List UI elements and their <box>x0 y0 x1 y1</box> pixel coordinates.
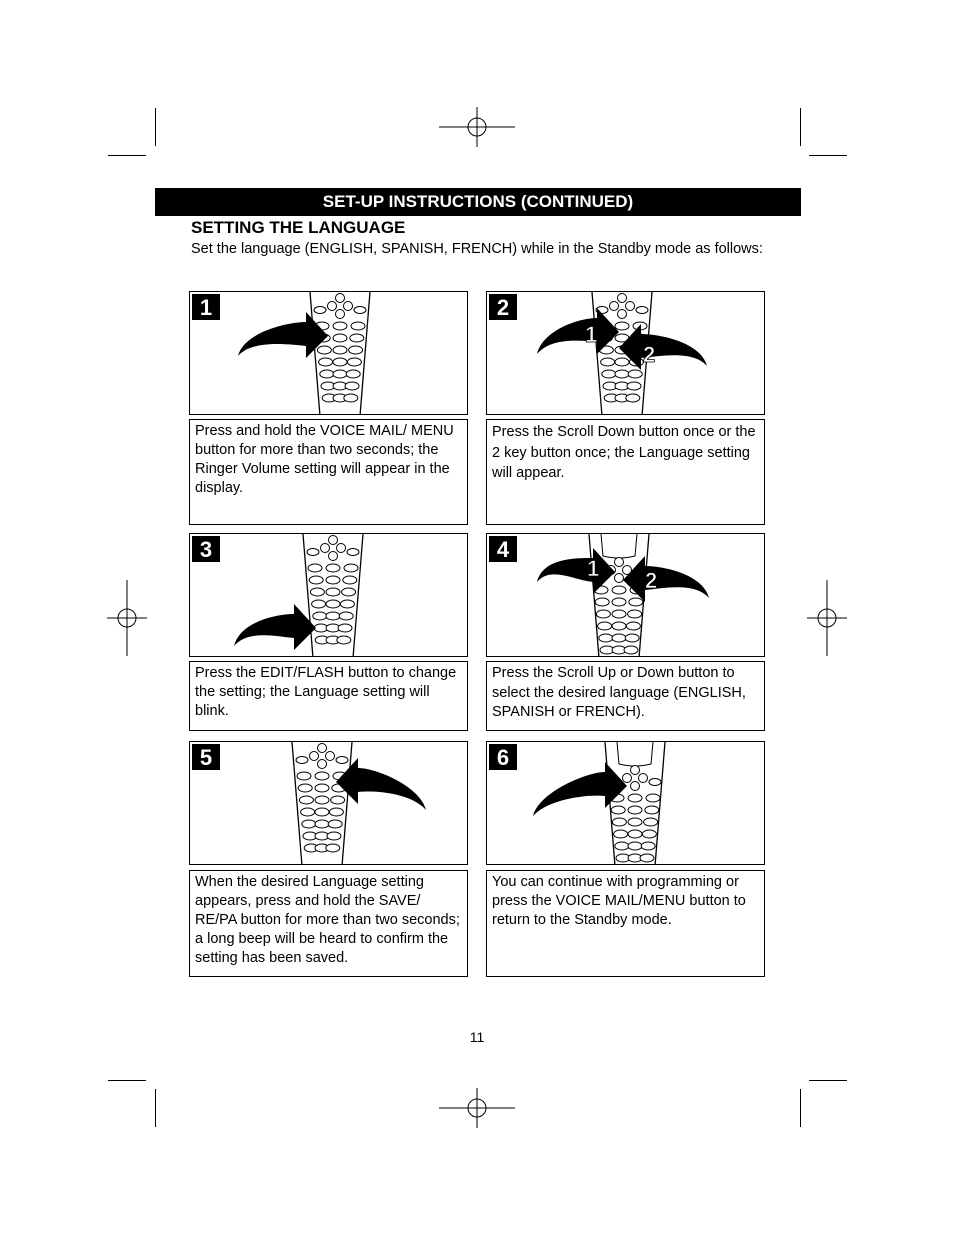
step-6-illustration <box>486 741 765 865</box>
step-number: 5 <box>192 744 220 770</box>
crop-mark <box>800 108 801 146</box>
intro-text: Set the language (ENGLISH, SPANISH, FRENCH) while in the Standby mode as follows: <box>191 241 763 257</box>
step-6-description: You can continue with programming or press the VOICE MAIL/MENU button to return to the Standby mode. <box>486 870 765 977</box>
handset-icon <box>487 742 765 865</box>
step-number: 4 <box>489 536 517 562</box>
step-2-description: Press the Scroll Down button once or the 2 key button once; the Language setting will appear. <box>486 419 765 525</box>
handset-icon <box>190 292 468 415</box>
step-3-illustration <box>189 533 468 657</box>
crop-mark <box>108 1080 146 1081</box>
step-number: 2 <box>489 294 517 320</box>
section-banner: SET-UP INSTRUCTIONS (CONTINUED) <box>155 188 801 216</box>
step-number: 3 <box>192 536 220 562</box>
step-3-description: Press the EDIT/FLASH button to change the setting; the Language setting will blink. <box>189 661 468 731</box>
section-title: SETTING THE LANGUAGE <box>191 218 406 237</box>
svg-text:2: 2 <box>643 342 656 367</box>
registration-mark-icon <box>805 578 849 658</box>
crop-mark <box>809 1080 847 1081</box>
crop-mark <box>108 155 146 156</box>
step-number: 6 <box>489 744 517 770</box>
crop-mark <box>809 155 847 156</box>
handset-icon <box>190 534 468 657</box>
crop-mark <box>800 1089 801 1127</box>
svg-text:1: 1 <box>585 322 598 347</box>
svg-text:2: 2 <box>645 568 658 593</box>
handset-icon <box>190 742 468 865</box>
registration-mark-icon <box>105 578 149 658</box>
step-2-illustration <box>486 291 765 415</box>
svg-text:1: 1 <box>587 556 600 581</box>
step-number: 1 <box>192 294 220 320</box>
step-5-illustration <box>189 741 468 865</box>
step-4-illustration <box>486 533 765 657</box>
step-1-description: Press and hold the VOICE MAIL/ MENU button for more than two seconds; the Ringer Volume setting will appear in the display. <box>189 419 468 525</box>
step-5-description: When the desired Language setting appears, press and hold the SAVE/ RE/PA button for more than two seconds; a long beep will be heard to confirm the setting has been saved. <box>189 870 468 977</box>
page-number: 11 <box>469 1029 485 1045</box>
handset-icon <box>487 292 765 415</box>
registration-mark-icon <box>437 105 517 149</box>
crop-mark <box>155 108 156 146</box>
registration-mark-icon <box>437 1086 517 1130</box>
step-4-description: Press the Scroll Up or Down button to select the desired language (ENGLISH, SPANISH or FRENCH). <box>486 661 765 731</box>
crop-mark <box>155 1089 156 1127</box>
step-1-illustration <box>189 291 468 415</box>
handset-icon <box>487 534 765 657</box>
